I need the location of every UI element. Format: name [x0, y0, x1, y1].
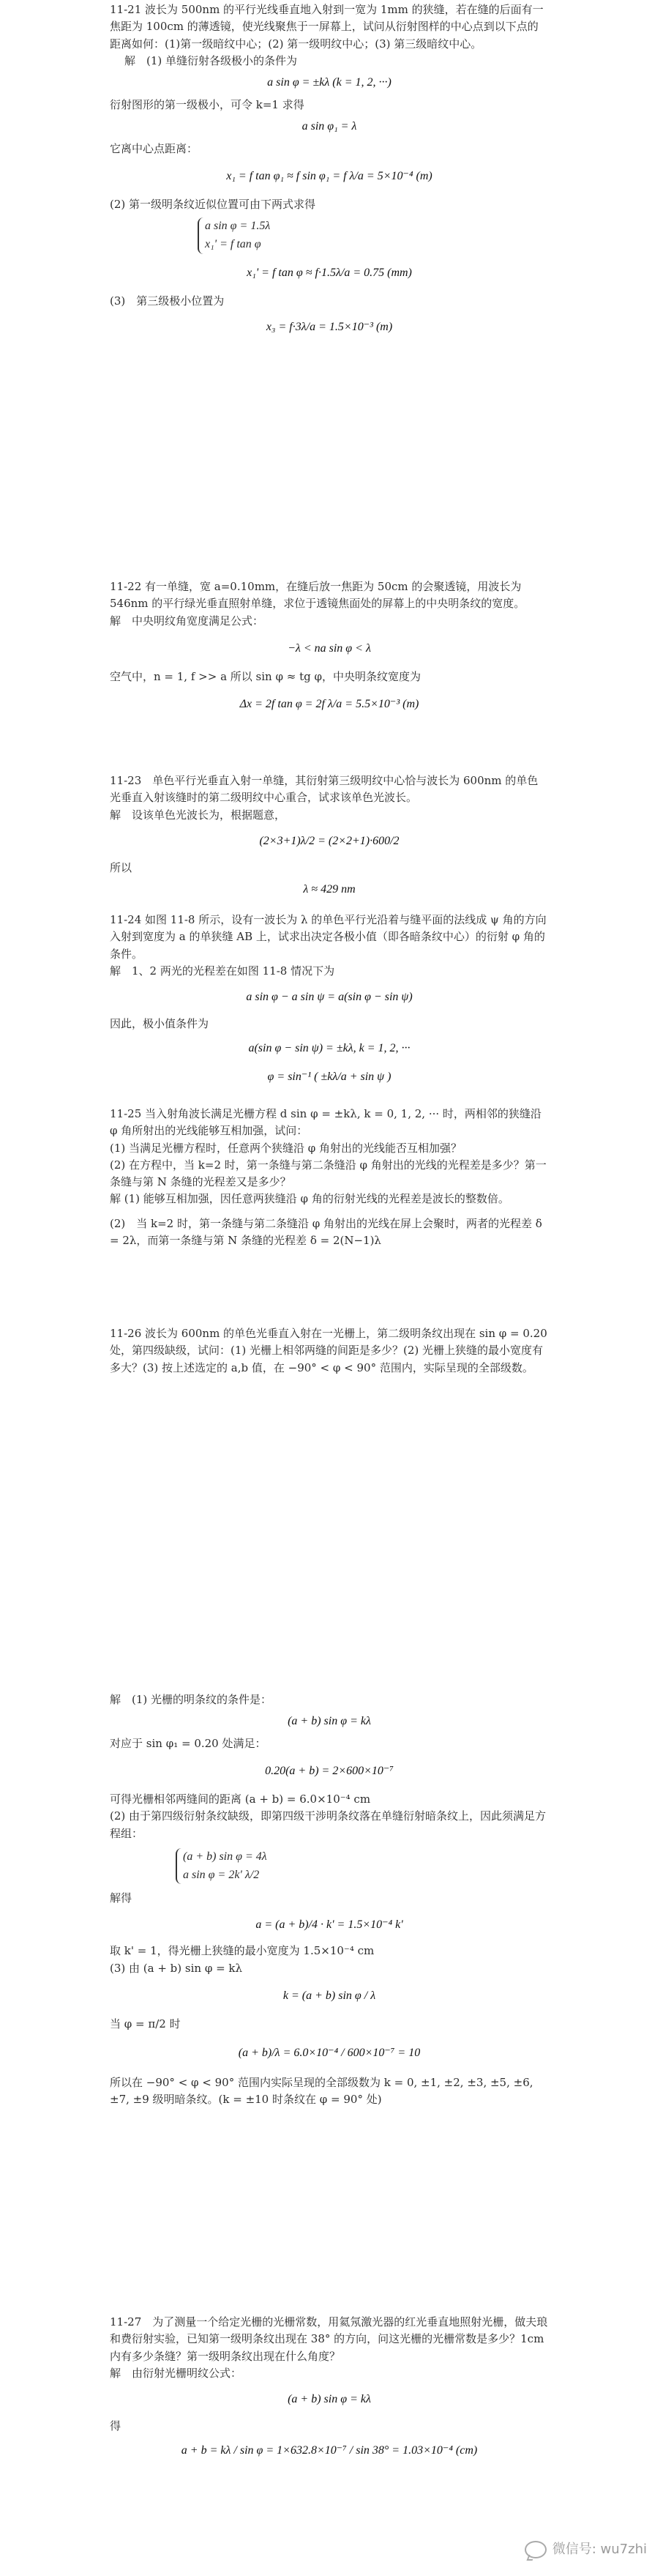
problem-text: 11-26 波长为 600nm 的单色光垂直入射在一光栅上，第二级明条纹出现在 sin φ = 0.20 处，第四级缺级，试问：(1) 光栅上相邻两缝的间距是多少？(2) 光栅上狭缝的最小宽度有多大？(3) 按上述选定的 a,b 值，在 −90° < φ < 90° 范围内，实际呈现的全部级数。: [110, 1327, 547, 1374]
equation: (a + b) sin φ = kλ: [288, 2393, 371, 2405]
solution-text: (2) 当 k=2 时，第一条缝与第二条缝沿 φ 角射出的光线在屏上会聚时，两者的光程差 δ = 2λ，而第一条缝与第 N 条缝的光程差 δ = 2(N−1)λ: [110, 1216, 542, 1247]
equation: a sin φ₁ = λ: [301, 120, 357, 133]
equation: a sin φ = 1.5λ: [205, 220, 271, 233]
solution-text: 可得光栅相邻两缝间的距离 (a + b) = 6.0×10⁻⁴ cm: [110, 1793, 371, 1806]
wechat-icon: [525, 2541, 547, 2558]
problem-11-27: [110, 2314, 549, 2468]
equation: x₁ = f tan φ₁ ≈ f sin φ₁ = f λ/a = 5×10⁻⁴ (m): [226, 170, 432, 183]
equation: x₁' = f tan φ ≈ f·1.5λ/a = 0.75 (mm): [247, 266, 412, 279]
equation: φ = sin⁻¹ ( ±kλ/a + sin ψ ): [267, 1070, 392, 1083]
solution-text: 因此，极小值条件为: [110, 1016, 209, 1030]
problem-11-25: [110, 1106, 549, 1249]
equation: a(sin φ − sin ψ) = ±kλ, k = 1, 2, ···: [248, 1042, 411, 1055]
solution-text: 对应于 sin φ₁ = 0.20 处满足：: [110, 1737, 266, 1751]
solution-text: 空气中，n = 1, f >> a 所以 sin φ ≈ tg φ，中央明条纹宽度为: [110, 669, 421, 683]
solution-text: 解 由衍射光栅明纹公式：: [110, 2366, 242, 2380]
solution-text: 解 设该单色光波长为，根据题意，: [110, 808, 286, 822]
solution-text: (3) 第三级极小位置为: [110, 294, 225, 308]
problem-text: 11-24 如图 11-8 所示，设有一波长为 λ 的单色平行光沿着与缝平面的法线成 ψ 角的方向入射到宽度为 a 的单狭缝 AB 上，试求出决定各极小值（即各暗条纹中心）的衍射 φ 角的条件。: [110, 913, 547, 961]
solution-text: 解 1、2 两光的光程差在如图 11-8 情况下为: [110, 964, 335, 978]
solution-text: 所以在 −90° < φ < 90° 范围内实际呈现的全部级数为 k = 0, ±1, ±2, ±3, ±5, ±6, ±7, ±9 级明暗条纹。(k = ±10 时条纹在 φ = 90° 处): [110, 2075, 533, 2107]
solution-text: (3) 由 (a + b) sin φ = kλ: [110, 1961, 243, 1975]
question-text: (1) 当满足光栅方程时，任意两个狭缝沿 φ 角射出的光线能否互相加强？: [110, 1141, 462, 1155]
watermark: [525, 2539, 647, 2560]
problem-11-23: [110, 773, 549, 904]
equation: a = (a + b)/4 · k' = 1.5×10⁻⁴ k': [255, 1918, 403, 1931]
problem-11-22: [110, 578, 549, 724]
solution-text: 所以: [110, 860, 132, 874]
equation: Δx = 2f tan φ = 2f λ/a = 5.5×10⁻³ (m): [239, 697, 419, 710]
equation: 0.20(a + b) = 2×600×10⁻⁷: [265, 1765, 394, 1778]
problem-text: 11-22 有一单缝，宽 a=0.10mm，在缝后放一焦距为 50cm 的会聚透镜，用波长为 546nm 的平行绿光垂直照射单缝，求位于透镜焦面处的屏幕上的中央明条纹的宽度。: [110, 580, 525, 611]
solution-text: 它离中心点距离：: [110, 141, 198, 155]
equation: a + b = kλ / sin φ = 1×632.8×10⁻⁷ / sin 38° = 1.03×10⁻⁴ (cm): [181, 2444, 478, 2457]
solution-text: 当 φ = π/2 时: [110, 2017, 181, 2030]
equation: (a + b) sin φ = 4λ: [183, 1850, 267, 1863]
equation: a sin φ = 2k' λ/2: [183, 1868, 260, 1881]
solution-11-26: [110, 1691, 549, 2108]
equation: a sin φ − a sin ψ = a(sin φ − sin ψ): [246, 991, 413, 1003]
equation: λ ≈ 429 nm: [303, 882, 356, 896]
equation: (2×3+1)λ/2 = (2×2+1)·600/2: [259, 834, 400, 847]
equation-system: [110, 217, 549, 254]
equation: (a + b)/λ = 6.0×10⁻⁴ / 600×10⁻⁷ = 10: [238, 2047, 421, 2060]
solution-text: 解得: [110, 1891, 132, 1905]
problem-11-24: [110, 912, 549, 1097]
equation: x₃ = f·3λ/a = 1.5×10⁻³ (m): [266, 320, 393, 333]
equation-system: [110, 1848, 549, 1885]
watermark-text: 微信号: wu7zhi: [552, 2542, 647, 2558]
solution-text: 得: [110, 2419, 121, 2432]
solution-text: 衍射图形的第一级极小，可令 k=1 求得: [110, 97, 304, 111]
equation: −λ < na sin φ < λ: [288, 641, 371, 655]
solution-text: 解 (1) 光栅的明条纹的条件是：: [110, 1693, 272, 1706]
solution-text: 解 中央明纹角宽度满足公式：: [110, 614, 264, 628]
problem-11-21: [110, 1, 549, 346]
solution-text: 取 k' = 1，得光栅上狭缝的最小宽度为 1.5×10⁻⁴ cm: [110, 1944, 375, 1958]
equation: x₁' = f tan φ: [205, 237, 261, 250]
equation: k = (a + b) sin φ / λ: [282, 1989, 376, 2002]
equation: (a + b) sin φ = kλ: [288, 1715, 371, 1728]
equation: a sin φ = ±kλ (k = 1, 2, ···): [267, 76, 392, 89]
solution-text: (2) 第一级明条纹近似位置可由下两式求得: [110, 197, 316, 211]
problem-text: 11-23 单色平行光垂直入射一单缝，其衍射第三级明纹中心恰与波长为 600nm 的单色光垂直入射该缝时的第二级明纹中心重合，试求该单色光波长。: [110, 774, 539, 805]
problem-text: 11-25 当入射角波长满足光栅方程 d sin φ = ±kλ, k = 0, 1, 2, ··· 时，两相邻的狭缝沿 φ 角所射出的光线能够互相加强，试问：: [110, 1107, 542, 1138]
problem-text: 11-27 为了测量一个给定光栅的光栅常数，用氦氖激光器的红光垂直地照射光栅，做夫琅和费衍射实验，已知第一级明条纹出现在 38° 的方向，问这光栅的光栅常数是多少？1cm 内有多少条缝？第一级明条纹出现在什么角度？: [110, 2315, 548, 2363]
problem-text: 11-21 波长为 500nm 的平行光线垂直地入射到一宽为 1mm 的狭缝，若在缝的后面有一焦距为 100cm 的薄透镜，使光线聚焦于一屏幕上，试问从衍射图样的中心点到以下点的距离如何：(1)第一级暗纹中心；(2) 第一级明纹中心；(3) 第三级暗纹中心。: [110, 3, 544, 51]
solution-text: (2) 由于第四级衍射条纹缺级，即第四级干涉明条纹落在单缝衍射暗条纹上，因此须满足方程组：: [110, 1809, 547, 1840]
question-text: (2) 在方程中，当 k=2 时，第一条缝与第二条缝沿 φ 角射出的光线的光程差是多少？第一条缝与第 N 条缝的光程差又是多少？: [110, 1158, 547, 1188]
solution-text: 解 (1) 单缝衍射各级极小的条件为: [124, 53, 298, 67]
solution-text: 解 (1) 能够互相加强，因任意两狭缝沿 φ 角的衍射光线的光程差是波长的整数倍。: [110, 1192, 509, 1206]
problem-11-26: [110, 1325, 549, 1377]
